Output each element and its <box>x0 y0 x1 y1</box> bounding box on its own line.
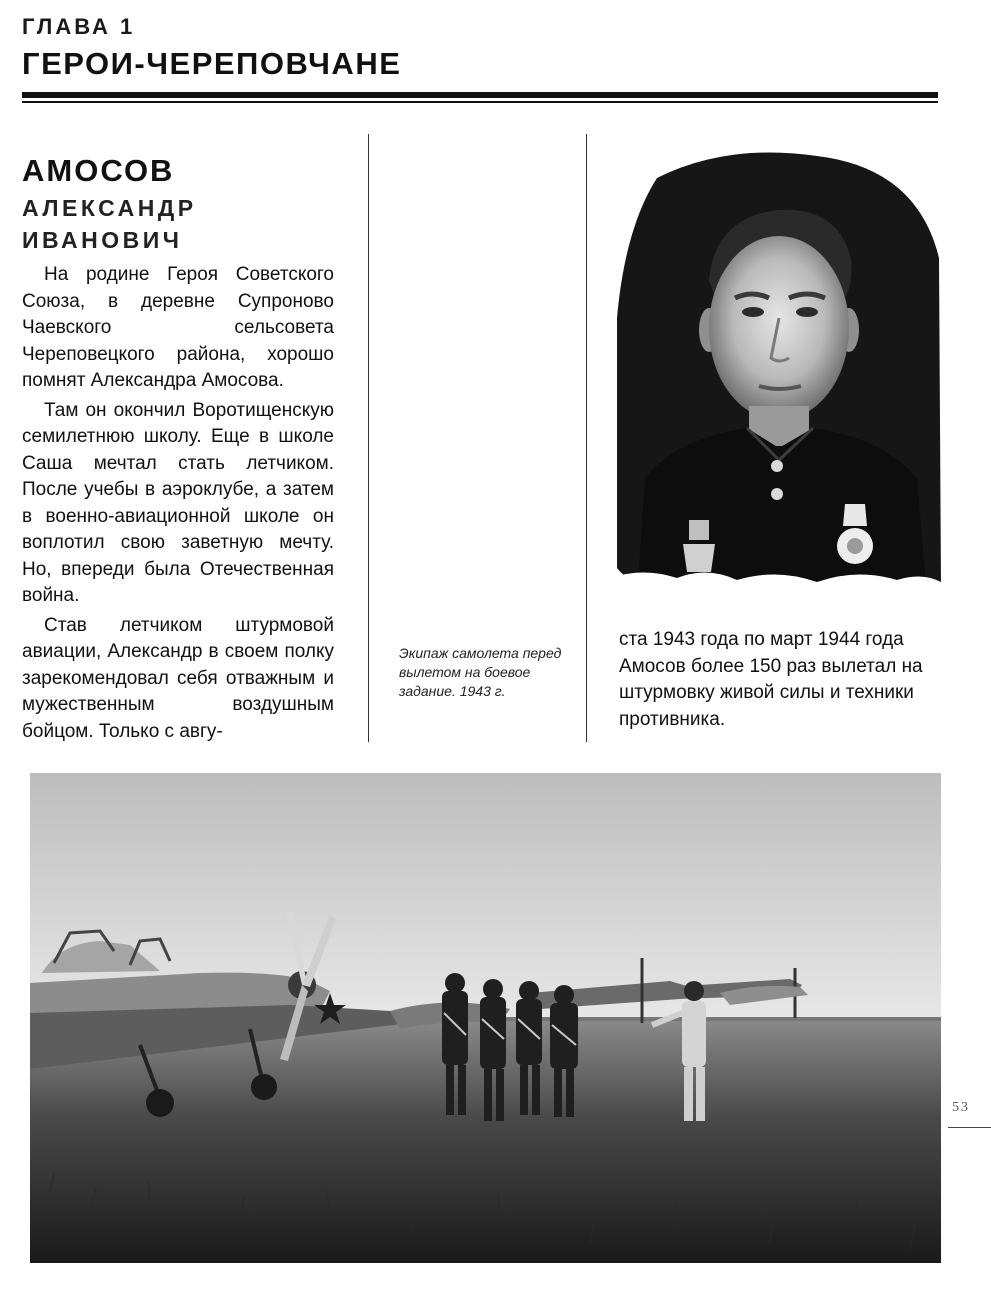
header-rule-thick <box>22 92 938 98</box>
paragraph: На родине Героя Советского Союза, в деревне Супроново Чаевского сельсовета Череповецкого района, хорошо помнят Александра Амосова. <box>22 264 334 391</box>
portrait-photo <box>617 148 941 596</box>
airfield-photo <box>30 773 941 1263</box>
photo-caption: Экипаж самолета перед вылетом на боевое задание. 1943 г. <box>399 645 562 699</box>
hero-given-names <box>22 192 197 256</box>
page-number-rule <box>948 1127 991 1128</box>
page-number: 53 <box>952 1100 970 1115</box>
hero-patronymic: ИВАНОВИЧ <box>22 227 183 253</box>
paragraph: Став летчиком штурмовой авиации, Александр в своем полку зарекомендовал себя отважным и мужественным воздушным бойцом. Только с авгу- <box>22 614 334 742</box>
chapter-label: ГЛАВА 1 <box>22 14 136 39</box>
column-divider <box>368 134 369 742</box>
column-divider <box>586 134 587 742</box>
hero-first-name: АЛЕКСАНДР <box>22 195 197 221</box>
article-body <box>22 262 334 748</box>
header-rule-thin <box>22 101 938 103</box>
article-continuation: ста 1943 года по март 1944 года Амосов более 150 раз вылетал на штурмовку живой силы и техники противника. <box>619 629 923 730</box>
paragraph: Там он окончил Воротищенскую семилетнюю школу. Еще в школе Саша мечтал стать летчиком. После учебы в аэроклубе, а затем в военно-авиационной школе он воплотил свою заветную мечту. Но, впереди была Отечественная война. <box>22 399 334 606</box>
chapter-title: ГЕРОИ-ЧЕРЕПОВЧАНЕ <box>22 46 402 81</box>
hero-surname: АМОСОВ <box>22 153 175 188</box>
